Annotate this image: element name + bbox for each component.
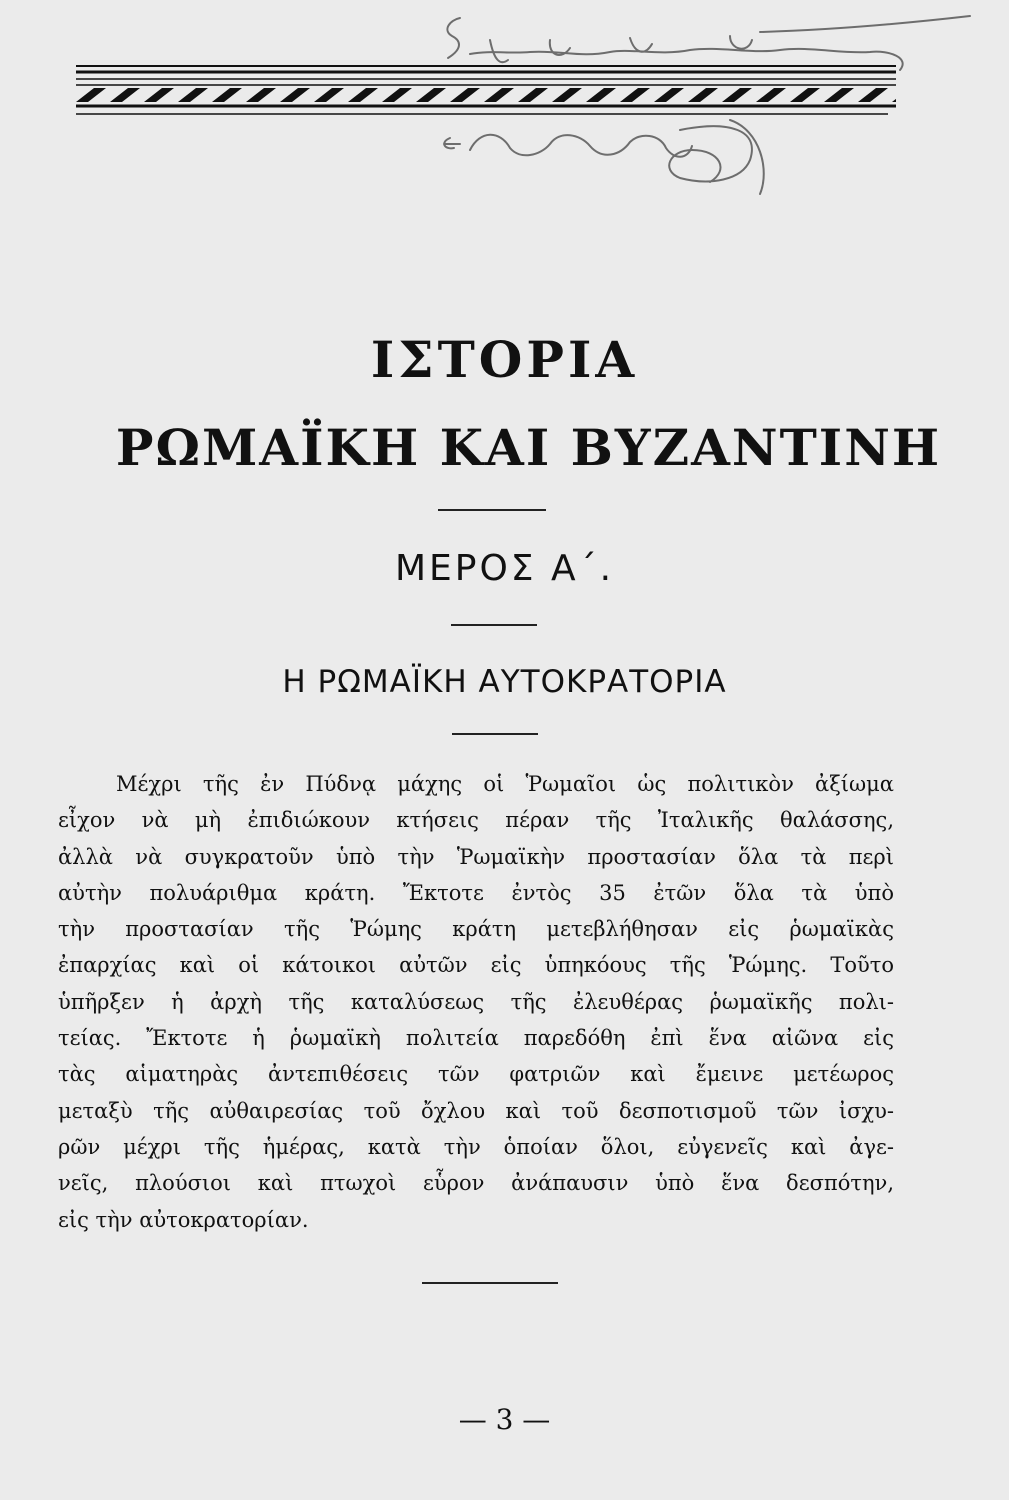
paragraph-line: ὑπῆρξεν ἡ ἀρχὴ τῆς καταλύσεως τῆς ἐλευθέρας ῥωμαϊκῆς πολι- [58, 989, 894, 1014]
part-heading: ΜΕΡΟΣ Α΄. [394, 548, 615, 589]
paragraph-line: ρῶν μέχρι τῆς ἡμέρας, κατὰ τὴν ὁποίαν ὅλοι, εὐγενεῖς καὶ ἀγε- [58, 1134, 894, 1159]
paragraph-line: τὰς αἱματηρὰς ἀντεπιθέσεις τῶν φατριῶν καὶ ἔμεινε μετέωρος [58, 1062, 894, 1087]
book-title-line-2: ΡΩΜΑΪΚΗ ΚΑΙ ΒΥΖΑΝΤΙΝΗ [115, 418, 942, 477]
paragraph-line: μεταξὺ τῆς αὐθαιρεσίας τοῦ ὄχλου καὶ τοῦ δεσποτισμοῦ τῶν ἰσχυ- [58, 1098, 894, 1123]
paragraph-line: νεῖς, πλούσιοι καὶ πτωχοὶ εὗρον ἀνάπαυσιν ὑπὸ ἕνα δεσπότην, [58, 1171, 894, 1196]
book-title-line-1: ΙΣΤΟΡΙΑ [370, 330, 639, 389]
divider-rule [438, 509, 546, 511]
paragraph-line: ἐπαρχίας καὶ οἱ κάτοικοι αὐτῶν εἰς ὑπηκόους τῆς Ῥώμης. Τοῦτο [58, 953, 894, 978]
paragraph-line: τὴν προστασίαν τῆς Ῥώμης κράτη μετεβλήθησαν εἰς ῥωμαϊκὰς [58, 917, 894, 942]
divider-rule [452, 733, 538, 735]
divider-rule [422, 1282, 558, 1284]
paragraph-line: Μέχρι τῆς ἐν Πύδνᾳ μάχης οἱ Ῥωμαῖοι ὡς πολιτικὸν ἀξίωμα [116, 772, 894, 796]
paragraph-line: τείας. Ἔκτοτε ἡ ῥωμαϊκὴ πολιτεία παρεδόθη ἐπὶ ἕνα αἰῶνα εἰς [58, 1026, 894, 1051]
page-number: — 3 — [458, 1403, 551, 1436]
paragraph-line: ἀλλὰ νὰ συγκρατοῦν ὑπὸ τὴν Ῥωμαϊκὴν προστασίαν ὅλα τὰ περὶ [58, 844, 894, 869]
paragraph-line: εἰς τὴν αὐτοκρατορίαν. [58, 1207, 309, 1232]
body-paragraph [58, 766, 894, 1238]
paragraph-line: εἶχον νὰ μὴ ἐπιδιώκουν κτήσεις πέραν τῆς Ἰταλικῆς θαλάσσης, [58, 808, 894, 833]
paragraph-line: αὐτὴν πολυάριθμα κράτη. Ἔκτοτε ἐντὸς 35 ἐτῶν ὅλα τὰ ὑπὸ [58, 880, 894, 905]
chapter-heading: Η ΡΩΜΑΪΚΗ ΑΥΤΟΚΡΑΤΟΡΙΑ [282, 664, 727, 700]
handwritten-pencil-note [430, 10, 990, 200]
divider-rule [451, 624, 537, 626]
